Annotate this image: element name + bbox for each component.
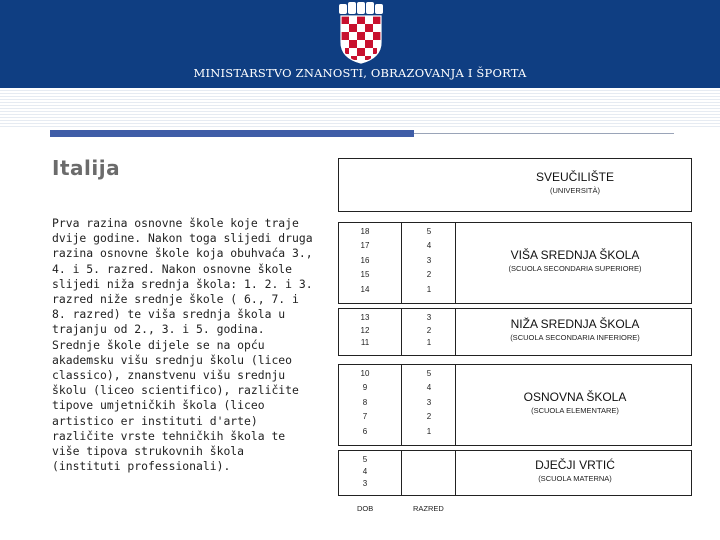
education-system-diagram (333, 152, 703, 522)
column-divider (401, 309, 402, 355)
grade-number: 3 (426, 255, 432, 265)
age-number: 14 (360, 284, 370, 294)
header-banner (0, 0, 720, 88)
diagram-box-5 (338, 450, 692, 496)
croatian-coat-of-arms-icon (336, 2, 386, 64)
school-level-italian-name: (SCUOLA SECONDARIA SUPERIORE) (508, 264, 642, 273)
grade-number: 3 (426, 313, 432, 322)
age-number: 7 (362, 412, 368, 422)
age-number: 3 (362, 479, 368, 488)
grade-number: 1 (426, 338, 432, 348)
age-number: 17 (360, 241, 370, 251)
column-divider (455, 309, 456, 355)
age-number: 10 (360, 369, 370, 378)
grade-number: 5 (426, 227, 432, 236)
grade-number: 4 (426, 383, 432, 393)
grade-number: 2 (426, 412, 432, 422)
slide-body-text: Prva razina osnovne škole koje traje dvije godine. Nakon toga slijedi druga razina osnovne škole koja obuhvaća 3., 4. i 5. razred. Nakon osnovne škole slijedi niža srednja škola: 1. 2. i 3. razred niže srednje škole ( 6., 7. i 8. razred) te viša srednja škola u trajanju od 2., 3. i 5. godina. Srednje škole dijele se na opću akademsku višu srednju školu (liceo classico), znanstvenu višu srednju školu (liceo scientifico), različite tipove umjetničkih škola (liceo artistico er instituti d'arte) različite vrste tehničkih škola te više tipova strukovnih škola (instituti professionali). (52, 216, 313, 474)
school-level-name: VIŠA SREDNJA ŠKOLA (510, 248, 640, 262)
diagram-box-4 (338, 364, 692, 446)
school-level-italian-name: (SCUOLA ELEMENTARE) (531, 406, 619, 415)
age-number: 16 (360, 255, 370, 265)
age-number: 4 (362, 467, 368, 476)
decorative-stripes (0, 88, 720, 128)
age-number: 15 (360, 270, 370, 280)
school-level-name: OSNOVNA ŠKOLA (523, 390, 627, 404)
column-divider (401, 451, 402, 495)
grade-number: 2 (426, 325, 432, 335)
column-divider (455, 223, 456, 303)
column-divider (401, 223, 402, 303)
column-divider (401, 365, 402, 445)
school-level-italian-name: (SCUOLA SECONDARIA INFERIORE) (510, 333, 640, 342)
title-divider-line (414, 133, 674, 134)
age-number: 8 (362, 397, 368, 407)
school-level-name: SVEUČILIŠTE (535, 170, 615, 184)
ministry-name: MINISTARSTVO ZNANOSTI, OBRAZOVANJA I ŠPORTA (193, 66, 527, 80)
grade-number: 4 (426, 241, 432, 251)
slide-title: Italija (52, 156, 121, 180)
column-divider (455, 365, 456, 445)
school-level-italian-name: (UNIVERSITÀ) (549, 186, 600, 195)
grade-number: 5 (426, 369, 432, 378)
school-level-italian-name: (SCUOLA MATERNA) (538, 474, 612, 483)
grade-axis-label: RAZRED (413, 504, 444, 513)
diagram-box-2 (338, 222, 692, 304)
diagram-box-1 (338, 158, 692, 212)
age-number: 12 (360, 325, 370, 335)
column-divider (455, 451, 456, 495)
age-number: 18 (360, 227, 370, 236)
grade-number: 1 (426, 426, 432, 436)
age-number: 6 (362, 426, 368, 436)
grade-number: 3 (426, 397, 432, 407)
school-level-name: DJEČJI VRTIĆ (535, 458, 615, 472)
age-axis-label: DOB (357, 504, 374, 513)
school-level-name: NIŽA SREDNJA ŠKOLA (510, 317, 640, 331)
grade-number: 1 (426, 284, 432, 294)
age-number: 5 (362, 455, 368, 464)
grade-number: 2 (426, 270, 432, 280)
title-accent-bar (50, 130, 414, 137)
age-number: 13 (360, 313, 370, 322)
age-number: 9 (362, 383, 368, 393)
diagram-box-3 (338, 308, 692, 356)
age-number: 11 (360, 338, 370, 348)
